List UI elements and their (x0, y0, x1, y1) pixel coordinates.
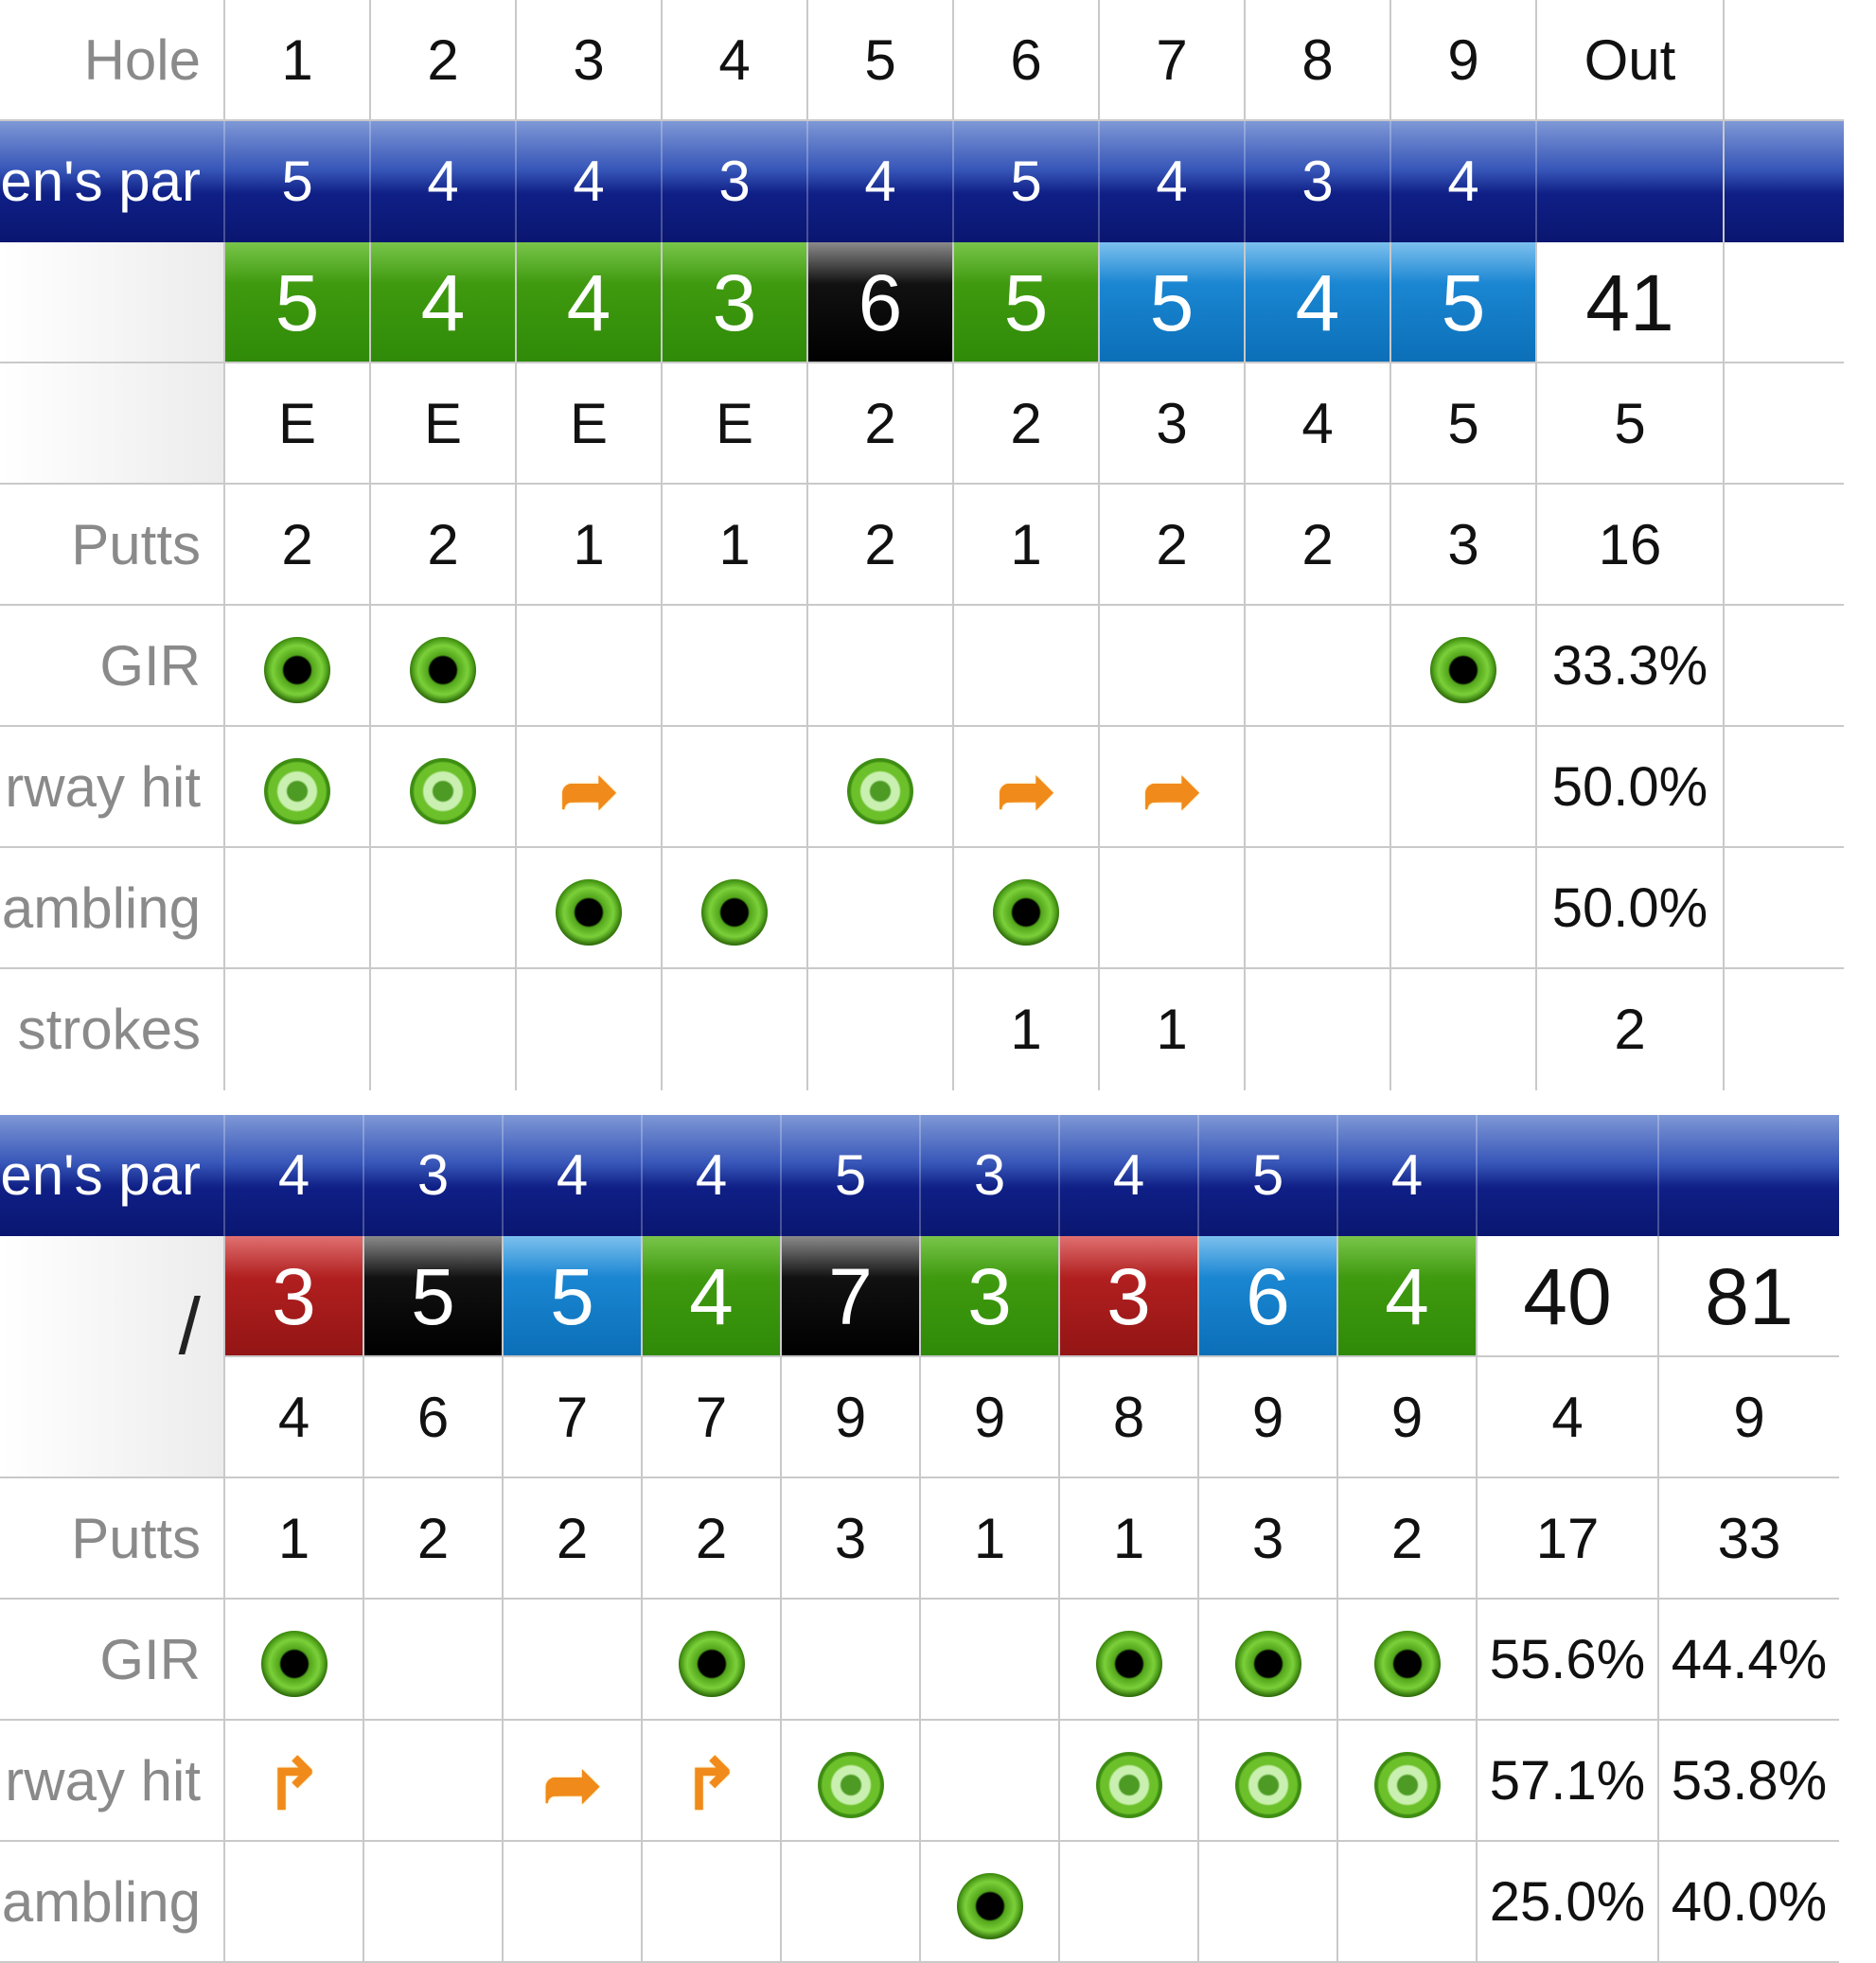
putts-value[interactable]: 1 (223, 1478, 363, 1598)
gir-icon-wrap (261, 1600, 327, 1719)
to-par-value: 9 (1336, 1357, 1476, 1477)
fairway-cell[interactable] (641, 1721, 780, 1840)
gir-cell[interactable] (369, 606, 515, 725)
gir-cell[interactable] (502, 1600, 641, 1719)
score-grand-total: 81 (1657, 1236, 1839, 1355)
to-par-row (0, 363, 1844, 485)
putts-value[interactable]: 2 (1244, 485, 1389, 604)
hole-score[interactable]: 6 (806, 242, 952, 362)
fairway-target-icon (1096, 1752, 1162, 1818)
putts-value[interactable]: 2 (1098, 485, 1244, 604)
to-par-row (0, 1357, 1839, 1478)
score-total: 40 (1476, 1236, 1657, 1355)
penalty-grand (1723, 969, 1844, 1090)
hole-score[interactable]: 3 (223, 1236, 363, 1355)
putts-value[interactable]: 2 (363, 1478, 502, 1598)
fairway-icon-wrap (264, 727, 330, 846)
scrambling-cell[interactable] (1336, 1842, 1476, 1961)
fairway-target-icon (1235, 1752, 1301, 1818)
putts-value[interactable]: 1 (952, 485, 1098, 604)
fairway-cell[interactable] (1058, 1721, 1197, 1840)
arrow-left-icon: ↰ (264, 1745, 324, 1825)
fairway-cell[interactable] (363, 1721, 502, 1840)
to-par-grand: 9 (1657, 1357, 1839, 1477)
putts-grand (1723, 485, 1844, 604)
hole-number-row (0, 0, 1844, 121)
fairway-cell[interactable] (1389, 727, 1535, 846)
par-value: 5 (1197, 1115, 1336, 1236)
green-ball-icon (1430, 637, 1496, 703)
par-grand (1657, 1115, 1839, 1236)
gir-cell[interactable] (1244, 606, 1389, 725)
arrow-right-icon: ➦ (1142, 752, 1201, 831)
green-ball-icon (1096, 1631, 1162, 1697)
scrambling-cell[interactable] (1244, 848, 1389, 967)
putts-value[interactable]: 3 (1197, 1478, 1336, 1598)
to-par-total: 4 (1476, 1357, 1657, 1477)
gir-row (0, 1600, 1839, 1721)
fairway-icon-wrap (1235, 1721, 1301, 1840)
par-value: 4 (806, 121, 952, 242)
par-value: 4 (1336, 1115, 1476, 1236)
fairway-icon-wrap (681, 1721, 740, 1840)
score-row (0, 242, 1844, 363)
hole-number: 9 (1389, 0, 1535, 119)
gir-cell[interactable] (1058, 1600, 1197, 1719)
hole-score[interactable]: 4 (1336, 1236, 1476, 1355)
player-name-label (0, 242, 223, 362)
gir-icon-wrap (1096, 1600, 1162, 1719)
gir-grand: 44.4% (1657, 1600, 1839, 1719)
green-ball-icon (993, 879, 1059, 946)
putts-value[interactable]: 3 (1389, 485, 1535, 604)
putts-label-text: Putts (71, 1507, 201, 1570)
gir-grand (1723, 606, 1844, 725)
gir-label-text: GIR (99, 1628, 201, 1691)
gir-label (0, 606, 223, 725)
putts-total: 16 (1535, 485, 1723, 604)
fairway-target-icon (847, 758, 913, 824)
putts-grand: 33 (1657, 1478, 1839, 1598)
fairway-icon-wrap (997, 727, 1055, 846)
gir-cell[interactable] (806, 606, 952, 725)
to-par-label (0, 363, 223, 483)
putts-total: 17 (1476, 1478, 1657, 1598)
fairway-target-icon (818, 1752, 884, 1818)
gir-label-text: GIR (99, 634, 201, 698)
hole-number: 6 (952, 0, 1098, 119)
fairway-icon-wrap (1142, 727, 1201, 846)
fairway-cell[interactable] (223, 1721, 363, 1840)
hole-number: 5 (806, 0, 952, 119)
scrambling-row (0, 1842, 1839, 1963)
par-total (1535, 121, 1723, 242)
gir-icon-wrap (1235, 1600, 1301, 1719)
to-par-value: 9 (1197, 1357, 1336, 1477)
gir-icon-wrap (1374, 1600, 1441, 1719)
gir-cell[interactable] (223, 606, 369, 725)
green-ball-icon (410, 637, 476, 703)
gir-cell[interactable] (952, 606, 1098, 725)
fairway-cell[interactable] (502, 1721, 641, 1840)
scrambling-cell[interactable] (1197, 1842, 1336, 1961)
par-value: 4 (1058, 1115, 1197, 1236)
score-total: 41 (1535, 242, 1723, 362)
hole-label (0, 0, 223, 119)
fairway-cell[interactable] (223, 727, 369, 846)
gir-cell[interactable] (919, 1600, 1058, 1719)
scrambling-cell[interactable] (1058, 1842, 1197, 1961)
hole-score[interactable]: 4 (641, 1236, 780, 1355)
fairway-grand: 53.8% (1657, 1721, 1839, 1840)
fairway-total: 50.0% (1535, 727, 1723, 846)
penalty-value[interactable] (223, 969, 369, 1090)
hole-score[interactable]: 3 (661, 242, 806, 362)
green-ball-icon (1235, 1631, 1301, 1697)
scrambling-cell[interactable] (515, 848, 661, 967)
to-par-value: 9 (780, 1357, 919, 1477)
fairway-target-icon (1374, 1752, 1441, 1818)
hole-score[interactable]: 7 (780, 1236, 919, 1355)
penalty-value[interactable] (661, 969, 806, 1090)
par-label-text: en's par (0, 1143, 201, 1207)
putts-value[interactable]: 3 (780, 1478, 919, 1598)
putts-value[interactable]: 1 (919, 1478, 1058, 1598)
hole-score[interactable]: 4 (369, 242, 515, 362)
scrambling-icon-wrap (993, 848, 1059, 967)
to-par-value: E (661, 363, 806, 483)
green-ball-icon (957, 1873, 1023, 1939)
gir-cell[interactable] (641, 1600, 780, 1719)
hole-number: 2 (369, 0, 515, 119)
scrambling-grand: 40.0% (1657, 1842, 1839, 1961)
scrambling-icon-wrap (556, 848, 622, 967)
back-nine-card (0, 1115, 1839, 1963)
putts-row (0, 485, 1844, 606)
scrambling-label-text: ambling (1, 876, 201, 940)
to-par-value: E (369, 363, 515, 483)
hole-score[interactable]: 3 (919, 1236, 1058, 1355)
par-label (0, 121, 223, 242)
hole-score[interactable]: 6 (1197, 1236, 1336, 1355)
hole-score[interactable]: 5 (952, 242, 1098, 362)
score-row (0, 1236, 1839, 1357)
arrow-left-icon: ↰ (681, 1745, 741, 1825)
hole-score[interactable]: 4 (515, 242, 661, 362)
par-row (0, 121, 1844, 242)
par-row (0, 1115, 1839, 1236)
penalty-value[interactable] (515, 969, 661, 1090)
putts-value[interactable]: 2 (223, 485, 369, 604)
penalty-value[interactable] (1389, 969, 1535, 1090)
hole-number: 7 (1098, 0, 1244, 119)
fairway-icon-wrap (1374, 1721, 1441, 1840)
putts-value[interactable]: 2 (502, 1478, 641, 1598)
fairway-cell[interactable] (661, 727, 806, 846)
par-value: 4 (641, 1115, 780, 1236)
fairway-cell[interactable] (515, 727, 661, 846)
fairway-target-icon (264, 758, 330, 824)
green-ball-icon (261, 1631, 327, 1697)
fairway-label-text: rway hit (5, 755, 201, 819)
to-par-value: 3 (1098, 363, 1244, 483)
scrambling-total: 25.0% (1476, 1842, 1657, 1961)
green-ball-icon (1374, 1631, 1441, 1697)
gir-cell[interactable] (1336, 1600, 1476, 1719)
to-par-value: 6 (363, 1357, 502, 1477)
out-header: Out (1535, 0, 1723, 119)
gir-cell[interactable] (1098, 606, 1244, 725)
scrambling-grand (1723, 848, 1844, 967)
par-label (0, 1115, 223, 1236)
hole-label-text: Hole (83, 28, 201, 92)
fairway-row (0, 727, 1844, 848)
hole-score[interactable]: 3 (1058, 1236, 1197, 1355)
gir-cell[interactable] (363, 1600, 502, 1719)
to-par-value: 7 (502, 1357, 641, 1477)
putts-value[interactable]: 1 (515, 485, 661, 604)
player-name-label (0, 1236, 223, 1357)
penalty-row (0, 969, 1844, 1090)
fairway-label (0, 727, 223, 846)
hole-number: 1 (223, 0, 369, 119)
par-grand (1723, 121, 1844, 242)
to-par-value: 7 (641, 1357, 780, 1477)
gir-icon-wrap (1430, 606, 1496, 725)
to-par-value: 2 (806, 363, 952, 483)
fairway-total: 57.1% (1476, 1721, 1657, 1840)
gir-row (0, 606, 1844, 727)
putts-value[interactable]: 2 (641, 1478, 780, 1598)
scrambling-icon-wrap (701, 848, 768, 967)
par-value: 4 (515, 121, 661, 242)
gir-icon-wrap (679, 1600, 745, 1719)
score-grand-total (1723, 242, 1844, 362)
par-value: 4 (369, 121, 515, 242)
gir-cell[interactable] (1197, 1600, 1336, 1719)
fairway-cell[interactable] (369, 727, 515, 846)
to-par-value: 2 (952, 363, 1098, 483)
fairway-cell[interactable] (919, 1721, 1058, 1840)
hole-score[interactable]: 5 (1389, 242, 1535, 362)
green-ball-icon (701, 879, 768, 946)
putts-value[interactable]: 2 (369, 485, 515, 604)
fairway-cell[interactable] (1197, 1721, 1336, 1840)
scrambling-cell[interactable] (1098, 848, 1244, 967)
par-value: 5 (952, 121, 1098, 242)
hole-score[interactable]: 5 (1098, 242, 1244, 362)
to-par-value: E (223, 363, 369, 483)
putts-label (0, 1478, 223, 1598)
hole-number: 8 (1244, 0, 1389, 119)
putts-value[interactable]: 2 (806, 485, 952, 604)
par-value: 4 (502, 1115, 641, 1236)
penalty-total: 2 (1535, 969, 1723, 1090)
putts-value[interactable]: 2 (1336, 1478, 1476, 1598)
fairway-label (0, 1721, 223, 1840)
fairway-cell[interactable] (952, 727, 1098, 846)
fairway-label-text: rway hit (5, 1749, 201, 1813)
scrambling-cell[interactable] (919, 1842, 1058, 1961)
par-value: 3 (363, 1115, 502, 1236)
par-value: 5 (780, 1115, 919, 1236)
gir-label (0, 1600, 223, 1719)
hole-score[interactable]: 5 (223, 242, 369, 362)
fairway-cell[interactable] (806, 727, 952, 846)
scrambling-cell[interactable] (223, 1842, 363, 1961)
fairway-target-icon (410, 758, 476, 824)
fairway-icon-wrap (542, 1721, 601, 1840)
scrambling-cell[interactable] (806, 848, 952, 967)
scrambling-cell[interactable] (502, 1842, 641, 1961)
fairway-grand (1723, 727, 1844, 846)
arrow-right-icon: ➦ (996, 752, 1055, 831)
to-par-grand (1723, 363, 1844, 483)
par-value: 4 (1389, 121, 1535, 242)
fairway-icon-wrap (410, 727, 476, 846)
penalty-value[interactable] (806, 969, 952, 1090)
par-value: 5 (223, 121, 369, 242)
scrambling-total: 50.0% (1535, 848, 1723, 967)
par-value: 4 (223, 1115, 363, 1236)
hole-number: 3 (515, 0, 661, 119)
scrambling-icon-wrap (957, 1842, 1023, 1961)
gir-cell[interactable] (780, 1600, 919, 1719)
fairway-cell[interactable] (1336, 1721, 1476, 1840)
fairway-icon-wrap (264, 1721, 323, 1840)
par-value: 3 (661, 121, 806, 242)
scrambling-cell[interactable] (641, 1842, 780, 1961)
penalty-label-text: strokes (17, 998, 201, 1061)
fairway-icon-wrap (1096, 1721, 1162, 1840)
hole-number: 4 (661, 0, 806, 119)
scrambling-cell[interactable] (1389, 848, 1535, 967)
scrambling-cell[interactable] (780, 1842, 919, 1961)
penalty-value[interactable] (1244, 969, 1389, 1090)
player-name-fragment: / (178, 1282, 201, 1357)
penalty-label (0, 969, 223, 1090)
gir-total: 33.3% (1535, 606, 1723, 725)
gir-cell[interactable] (1389, 606, 1535, 725)
fairway-row (0, 1721, 1839, 1842)
par-total (1476, 1115, 1657, 1236)
scrambling-cell[interactable] (952, 848, 1098, 967)
scrambling-cell[interactable] (223, 848, 369, 967)
arrow-right-icon: ➦ (542, 1745, 602, 1825)
arrow-right-icon: ➦ (558, 752, 618, 831)
to-par-value: 4 (223, 1357, 363, 1477)
fairway-cell[interactable] (780, 1721, 919, 1840)
to-par-value: 9 (919, 1357, 1058, 1477)
hole-score[interactable]: 5 (363, 1236, 502, 1355)
gir-cell[interactable] (223, 1600, 363, 1719)
par-label-text: en's par (0, 150, 201, 213)
fairway-icon-wrap (559, 727, 618, 846)
scrambling-row (0, 848, 1844, 969)
putts-label-text: Putts (71, 513, 201, 576)
to-par-value: 4 (1244, 363, 1389, 483)
green-ball-icon (679, 1631, 745, 1697)
green-ball-icon (556, 879, 622, 946)
scrambling-cell[interactable] (369, 848, 515, 967)
gir-icon-wrap (410, 606, 476, 725)
scrambling-label (0, 848, 223, 967)
putts-value[interactable]: 1 (1058, 1478, 1197, 1598)
to-par-value: 5 (1389, 363, 1535, 483)
gir-cell[interactable] (661, 606, 806, 725)
scrambling-cell[interactable] (363, 1842, 502, 1961)
fairway-cell[interactable] (1098, 727, 1244, 846)
penalty-value[interactable]: 1 (1098, 969, 1244, 1090)
to-par-value: E (515, 363, 661, 483)
hole-score[interactable]: 4 (1244, 242, 1389, 362)
penalty-value[interactable] (369, 969, 515, 1090)
gir-cell[interactable] (515, 606, 661, 725)
to-par-value: 8 (1058, 1357, 1197, 1477)
penalty-value[interactable]: 1 (952, 969, 1098, 1090)
scrambling-cell[interactable] (661, 848, 806, 967)
fairway-icon-wrap (818, 1721, 884, 1840)
gir-icon-wrap (264, 606, 330, 725)
putts-label (0, 485, 223, 604)
putts-row (0, 1478, 1839, 1600)
par-value: 3 (1244, 121, 1389, 242)
green-ball-icon (264, 637, 330, 703)
scrambling-label (0, 1842, 223, 1961)
hole-score[interactable]: 5 (502, 1236, 641, 1355)
to-par-total: 5 (1535, 363, 1723, 483)
par-value: 3 (919, 1115, 1058, 1236)
gir-total: 55.6% (1476, 1600, 1657, 1719)
grand-header (1723, 0, 1844, 119)
fairway-cell[interactable] (1244, 727, 1389, 846)
scrambling-label-text: ambling (1, 1870, 201, 1934)
fairway-icon-wrap (847, 727, 913, 846)
putts-value[interactable]: 1 (661, 485, 806, 604)
par-value: 4 (1098, 121, 1244, 242)
to-par-label (0, 1357, 223, 1477)
